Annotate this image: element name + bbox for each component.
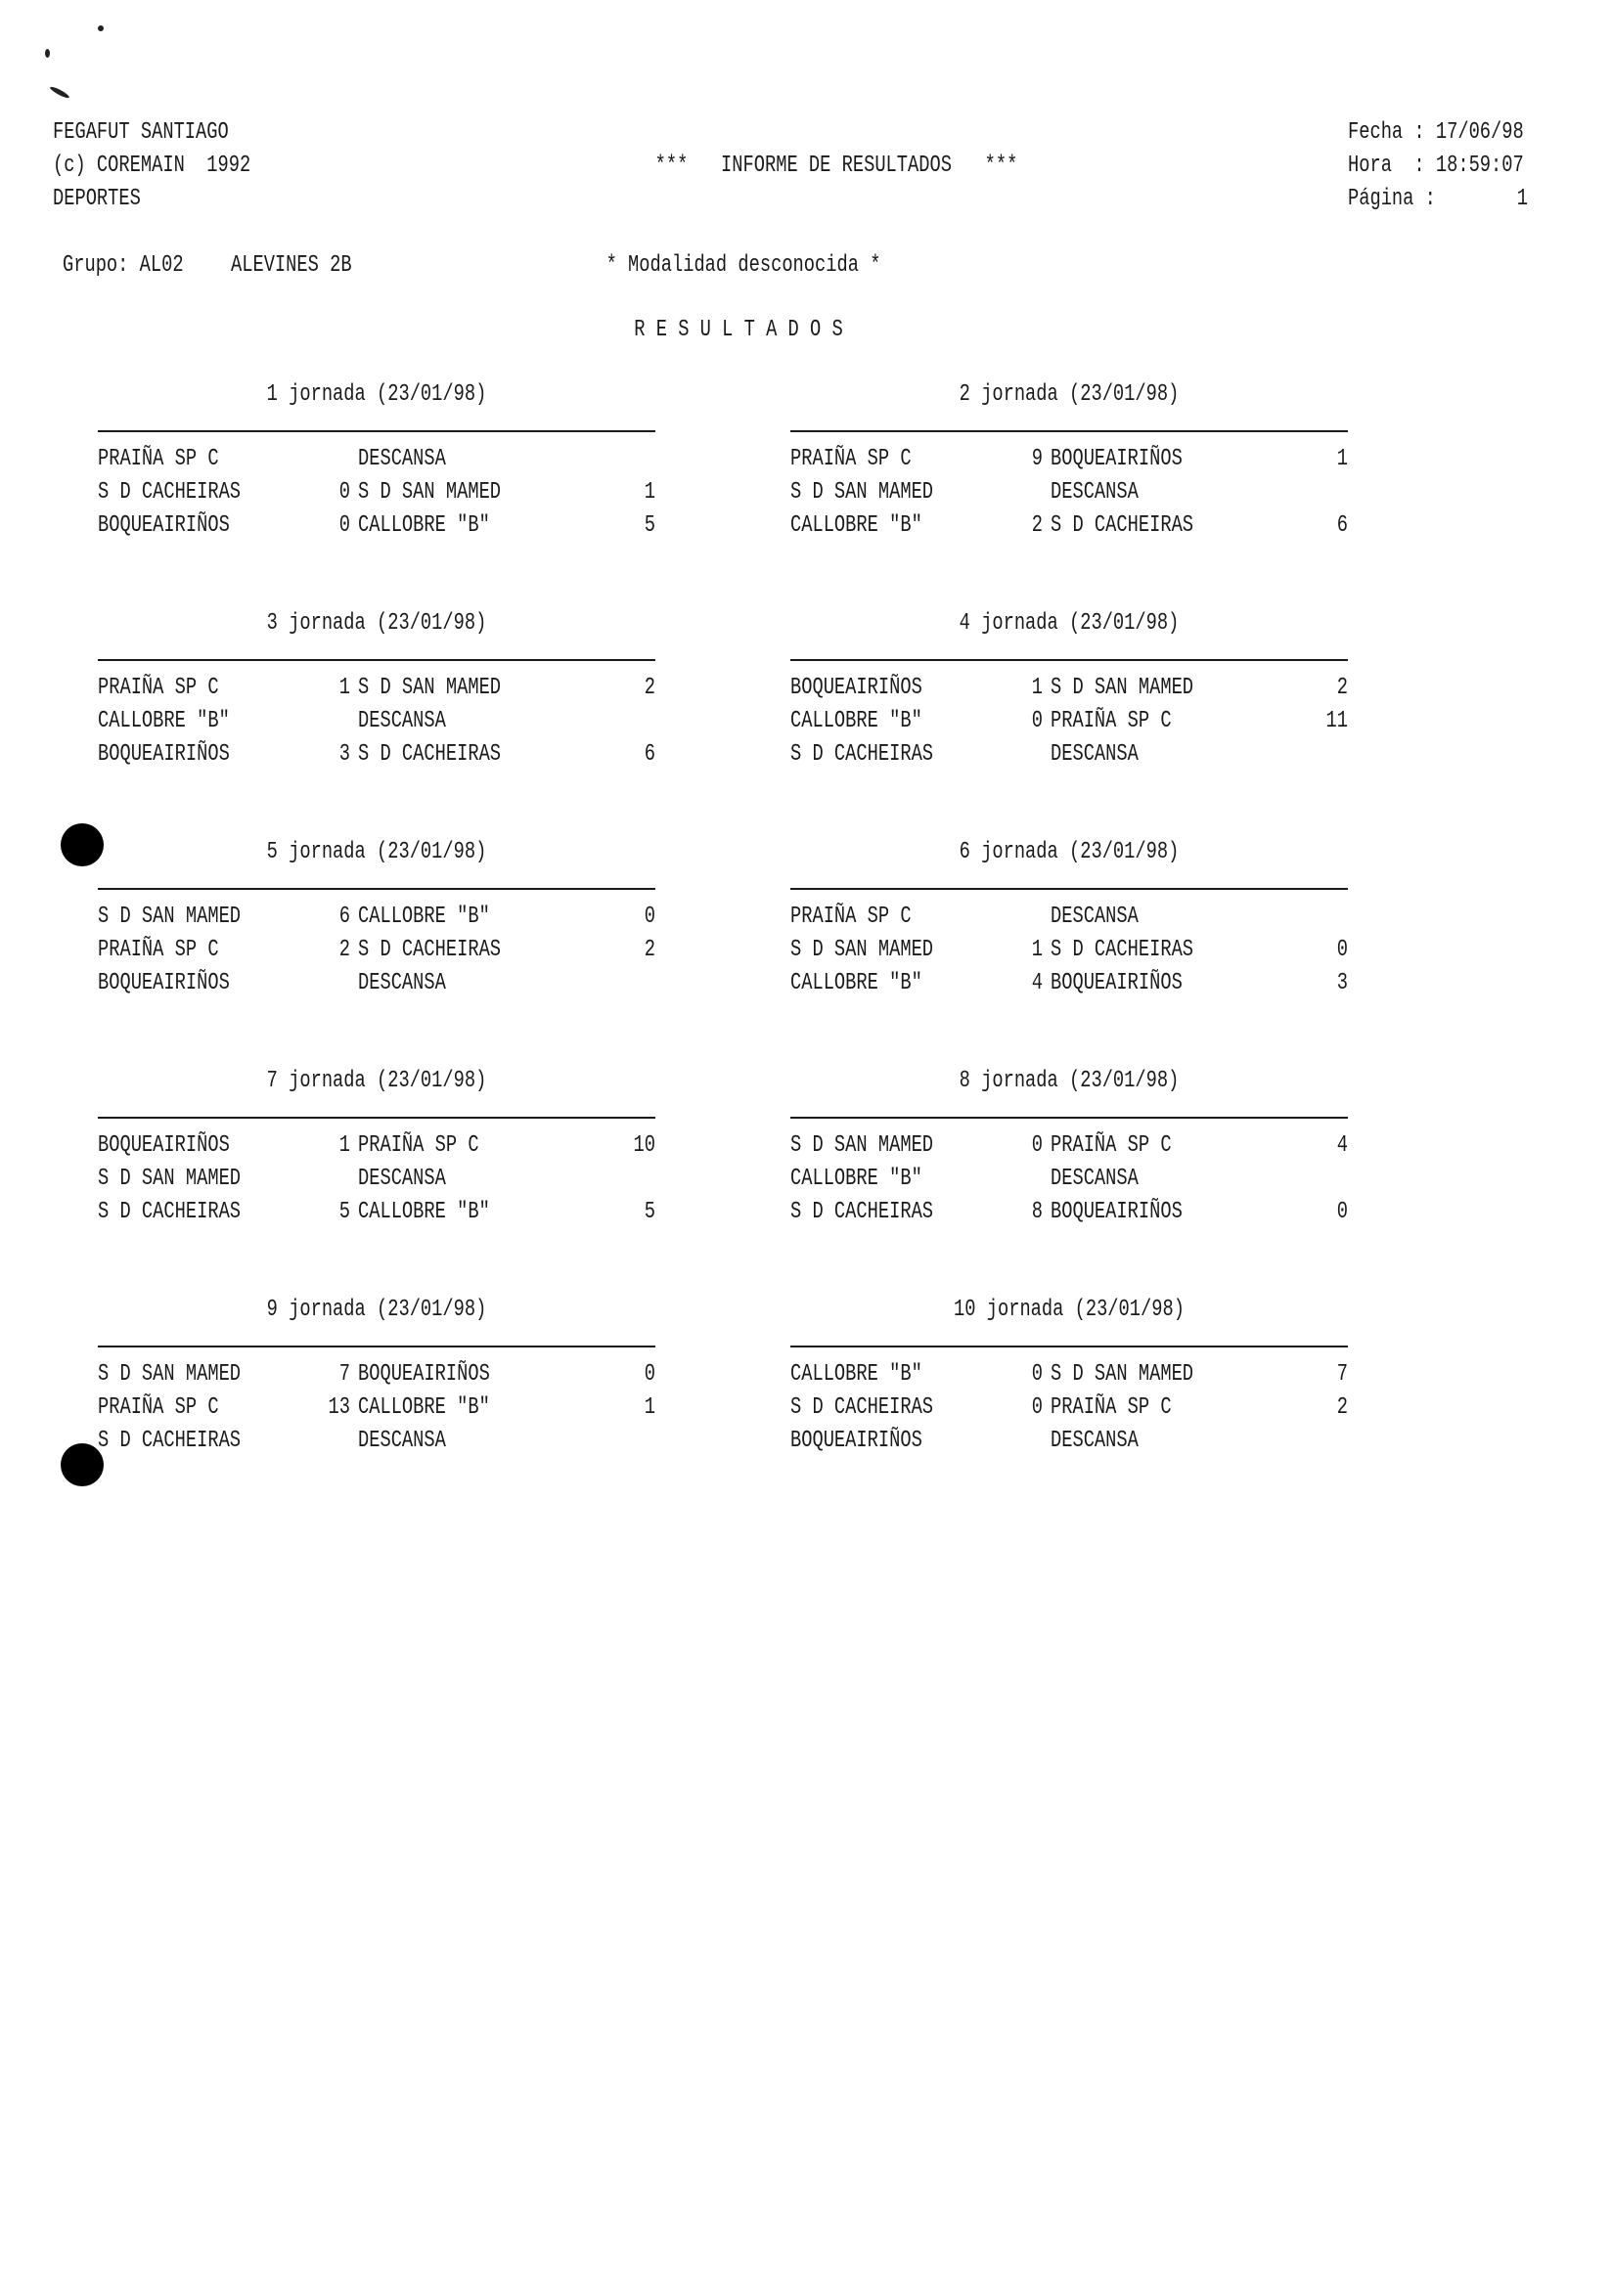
group-name: ALEVINES 2B xyxy=(231,252,352,279)
round-divider xyxy=(98,888,655,890)
round-divider xyxy=(98,659,655,661)
home-team: PRAIÑA SP C xyxy=(98,1394,219,1421)
punch-hole xyxy=(61,823,104,866)
away-team: DESCANSA xyxy=(358,446,446,472)
home-score: 3 xyxy=(338,741,350,768)
home-team: S D CACHEIRAS xyxy=(790,741,934,768)
home-score: 13 xyxy=(328,1394,350,1421)
away-team: PRAIÑA SP C xyxy=(358,1132,479,1159)
org-name: FEGAFUT SANTIAGO xyxy=(53,119,229,146)
away-score: 5 xyxy=(644,512,655,539)
home-team: CALLOBRE "B" xyxy=(790,970,922,996)
round-divider xyxy=(98,1346,655,1347)
away-score: 1 xyxy=(644,479,655,506)
home-score: 5 xyxy=(338,1199,350,1225)
round-title: 1 jornada (23/01/98) xyxy=(266,381,487,408)
home-team: BOQUEAIRIÑOS xyxy=(98,741,230,768)
round-divider xyxy=(790,1346,1348,1347)
away-score: 0 xyxy=(644,1361,655,1388)
section-title: R E S U L T A D O S xyxy=(634,317,843,343)
home-score: 0 xyxy=(338,512,350,539)
round-title: 4 jornada (23/01/98) xyxy=(959,610,1180,637)
home-score: 0 xyxy=(338,479,350,506)
away-team: CALLOBRE "B" xyxy=(358,512,490,539)
away-team: DESCANSA xyxy=(1051,1166,1139,1192)
home-team: PRAIÑA SP C xyxy=(98,937,219,963)
away-team: PRAIÑA SP C xyxy=(1051,1132,1172,1159)
home-team: CALLOBRE "B" xyxy=(790,708,922,734)
home-score: 2 xyxy=(1031,512,1043,539)
copyright-line: (c) COREMAIN 1992 xyxy=(53,153,251,179)
home-team: S D SAN MAMED xyxy=(790,479,934,506)
away-score: 4 xyxy=(1336,1132,1348,1159)
scan-speck xyxy=(49,85,70,100)
report-date: Fecha : 17/06/98 xyxy=(1348,119,1524,146)
home-team: S D CACHEIRAS xyxy=(98,1428,242,1454)
home-score: 1 xyxy=(338,1132,350,1159)
away-team: PRAIÑA SP C xyxy=(1051,1394,1172,1421)
away-score: 0 xyxy=(644,904,655,930)
home-score: 1 xyxy=(1031,937,1043,963)
home-team: S D CACHEIRAS xyxy=(790,1394,934,1421)
away-score: 0 xyxy=(1336,937,1348,963)
away-score: 11 xyxy=(1325,708,1348,734)
modality: * Modalidad desconocida * xyxy=(605,252,881,279)
round-title: 3 jornada (23/01/98) xyxy=(266,610,487,637)
home-team: PRAIÑA SP C xyxy=(98,446,219,472)
away-score: 5 xyxy=(644,1199,655,1225)
page-number: 1 xyxy=(1516,186,1528,212)
round-divider xyxy=(790,430,1348,432)
away-team: DESCANSA xyxy=(358,1166,446,1192)
away-team: BOQUEAIRIÑOS xyxy=(1051,1199,1183,1225)
away-score: 1 xyxy=(1336,446,1348,472)
away-score: 6 xyxy=(1336,512,1348,539)
home-team: BOQUEAIRIÑOS xyxy=(98,1132,230,1159)
away-team: DESCANSA xyxy=(358,1428,446,1454)
home-score: 1 xyxy=(338,675,350,701)
away-team: S D SAN MAMED xyxy=(1051,1361,1194,1388)
away-team: CALLOBRE "B" xyxy=(358,1199,490,1225)
home-team: S D CACHEIRAS xyxy=(790,1199,934,1225)
home-score: 6 xyxy=(338,904,350,930)
away-score: 6 xyxy=(644,741,655,768)
away-team: S D CACHEIRAS xyxy=(358,937,502,963)
home-team: S D SAN MAMED xyxy=(790,1132,934,1159)
home-team: BOQUEAIRIÑOS xyxy=(790,1428,922,1454)
round-title: 9 jornada (23/01/98) xyxy=(266,1297,487,1323)
away-score: 1 xyxy=(644,1394,655,1421)
round-divider xyxy=(790,659,1348,661)
home-team: PRAIÑA SP C xyxy=(98,675,219,701)
away-team: DESCANSA xyxy=(1051,1428,1139,1454)
group-code: Grupo: AL02 xyxy=(63,252,184,279)
home-score: 0 xyxy=(1031,708,1043,734)
home-team: CALLOBRE "B" xyxy=(790,1166,922,1192)
home-team: S D SAN MAMED xyxy=(98,1166,242,1192)
away-score: 7 xyxy=(1336,1361,1348,1388)
away-score: 2 xyxy=(644,675,655,701)
away-team: DESCANSA xyxy=(1051,741,1139,768)
away-team: BOQUEAIRIÑOS xyxy=(1051,970,1183,996)
home-team: S D CACHEIRAS xyxy=(98,479,242,506)
home-score: 4 xyxy=(1031,970,1043,996)
away-team: CALLOBRE "B" xyxy=(358,904,490,930)
away-score: 10 xyxy=(633,1132,655,1159)
away-team: S D CACHEIRAS xyxy=(358,741,502,768)
home-team: CALLOBRE "B" xyxy=(790,1361,922,1388)
round-divider xyxy=(790,888,1348,890)
home-team: S D CACHEIRAS xyxy=(98,1199,242,1225)
home-team: PRAIÑA SP C xyxy=(790,904,912,930)
away-team: S D SAN MAMED xyxy=(358,675,502,701)
away-team: S D CACHEIRAS xyxy=(1051,512,1194,539)
away-score: 3 xyxy=(1336,970,1348,996)
away-team: DESCANSA xyxy=(1051,479,1139,506)
home-team: BOQUEAIRIÑOS xyxy=(98,512,230,539)
home-team: CALLOBRE "B" xyxy=(98,708,230,734)
round-title: 5 jornada (23/01/98) xyxy=(266,839,487,865)
away-team: S D SAN MAMED xyxy=(1051,675,1194,701)
punch-hole xyxy=(61,1443,104,1486)
away-team: S D SAN MAMED xyxy=(358,479,502,506)
home-score: 0 xyxy=(1031,1361,1043,1388)
home-score: 0 xyxy=(1031,1132,1043,1159)
department: DEPORTES xyxy=(53,186,141,212)
page-label: Página : xyxy=(1348,186,1436,212)
home-team: S D SAN MAMED xyxy=(98,1361,242,1388)
home-team: CALLOBRE "B" xyxy=(790,512,922,539)
round-divider xyxy=(98,430,655,432)
away-team: PRAIÑA SP C xyxy=(1051,708,1172,734)
home-score: 9 xyxy=(1031,446,1043,472)
away-team: BOQUEAIRIÑOS xyxy=(1051,446,1183,472)
home-score: 7 xyxy=(338,1361,350,1388)
scan-speck xyxy=(98,25,104,31)
home-team: BOQUEAIRIÑOS xyxy=(98,970,230,996)
away-team: CALLOBRE "B" xyxy=(358,1394,490,1421)
report-title: *** INFORME DE RESULTADOS *** xyxy=(654,153,1018,179)
scan-speck xyxy=(45,49,50,58)
away-score: 2 xyxy=(1336,675,1348,701)
home-score: 2 xyxy=(338,937,350,963)
report-time: Hora : 18:59:07 xyxy=(1348,153,1524,179)
round-title: 6 jornada (23/01/98) xyxy=(959,839,1180,865)
home-score: 1 xyxy=(1031,675,1043,701)
away-team: BOQUEAIRIÑOS xyxy=(358,1361,490,1388)
away-team: S D CACHEIRAS xyxy=(1051,937,1194,963)
round-title: 10 jornada (23/01/98) xyxy=(954,1297,1185,1323)
home-team: S D SAN MAMED xyxy=(98,904,242,930)
home-team: PRAIÑA SP C xyxy=(790,446,912,472)
round-title: 8 jornada (23/01/98) xyxy=(959,1068,1180,1094)
away-score: 0 xyxy=(1336,1199,1348,1225)
away-team: DESCANSA xyxy=(1051,904,1139,930)
home-team: S D SAN MAMED xyxy=(790,937,934,963)
round-divider xyxy=(790,1117,1348,1119)
away-team: DESCANSA xyxy=(358,970,446,996)
away-score: 2 xyxy=(644,937,655,963)
home-score: 8 xyxy=(1031,1199,1043,1225)
round-divider xyxy=(98,1117,655,1119)
round-title: 2 jornada (23/01/98) xyxy=(959,381,1180,408)
home-score: 0 xyxy=(1031,1394,1043,1421)
away-score: 2 xyxy=(1336,1394,1348,1421)
away-team: DESCANSA xyxy=(358,708,446,734)
home-team: BOQUEAIRIÑOS xyxy=(790,675,922,701)
round-title: 7 jornada (23/01/98) xyxy=(266,1068,487,1094)
